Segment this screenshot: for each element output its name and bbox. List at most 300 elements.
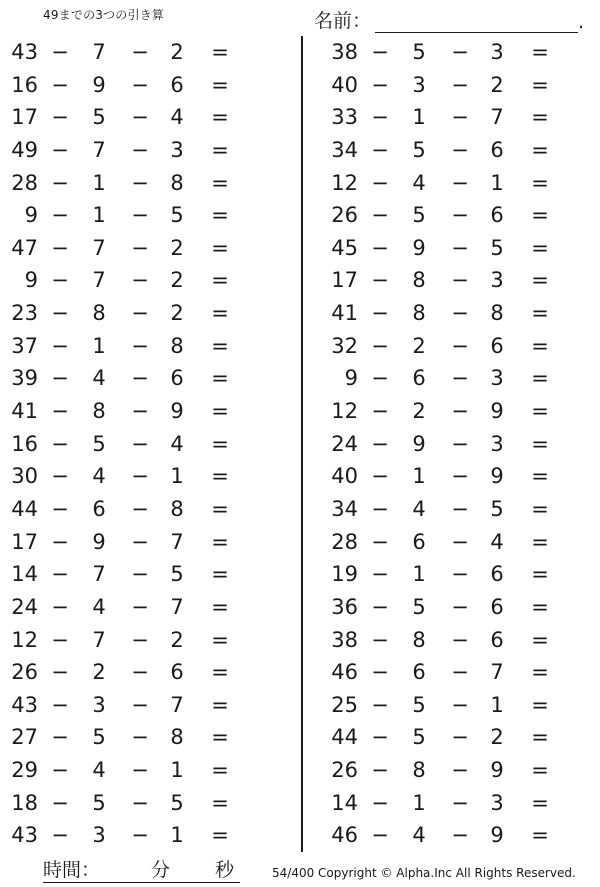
problem-row [320,69,580,102]
subtrahend-2: 9 [490,823,504,848]
subtrahend-2: 2 [490,725,504,750]
subtrahend-1: 8 [412,758,426,783]
subtrahend-2: 3 [490,790,504,815]
equals-sign: = [531,203,549,228]
subtrahend-1: 1 [92,170,106,195]
equals-sign: = [531,105,549,130]
subtrahend-1: 3 [412,72,426,97]
problem-row [320,656,580,689]
minuend: 17 [11,529,38,554]
problem-row [0,787,260,820]
minus-sign: − [51,72,69,97]
subtrahend-1: 5 [412,137,426,162]
problem-row [0,36,260,69]
problem-row [320,591,580,624]
problem-row [0,591,260,624]
time-label: 時間： [43,859,101,881]
subtrahend-1: 5 [92,105,106,130]
subtrahend-1: 8 [92,399,106,424]
name-field [314,6,584,33]
minuend: 38 [331,627,358,652]
problem-row [0,689,260,722]
minus-sign: − [451,758,469,783]
subtrahend-1: 1 [412,790,426,815]
minus-sign: − [51,660,69,685]
minus-sign: − [51,301,69,326]
equals-sign: = [211,529,229,554]
subtrahend-2: 6 [490,594,504,619]
problem-row [0,134,260,167]
minus-sign: − [131,105,149,130]
minus-sign: − [131,333,149,358]
minuend: 34 [331,137,358,162]
equals-sign: = [531,464,549,489]
subtrahend-2: 8 [170,496,184,521]
column-divider [301,36,303,852]
minus-sign: − [51,823,69,848]
equals-sign: = [211,823,229,848]
minus-sign: − [131,660,149,685]
minuend: 9 [24,203,38,228]
subtrahend-1: 4 [412,496,426,521]
subtrahend-1: 5 [92,725,106,750]
right-problem-column [320,36,580,852]
subtrahend-1: 5 [412,594,426,619]
minus-sign: − [371,464,389,489]
equals-sign: = [531,790,549,815]
subtrahend-1: 6 [412,366,426,391]
problem-row [320,493,580,526]
minuend: 24 [11,594,38,619]
subtrahend-2: 3 [490,40,504,64]
minus-sign: − [451,627,469,652]
minuend: 32 [331,333,358,358]
minus-sign: − [371,235,389,260]
worksheet-subtitle: 49までの3つの引き算 [43,8,165,22]
minus-sign: − [51,725,69,750]
minus-sign: − [131,496,149,521]
subtrahend-2: 7 [170,529,184,554]
minus-sign: − [51,627,69,652]
subtrahend-1: 5 [412,203,426,228]
subtrahend-1: 1 [412,464,426,489]
equals-sign: = [531,399,549,424]
minuend: 16 [11,431,38,456]
equals-sign: = [211,692,229,717]
equals-sign: = [211,203,229,228]
subtrahend-1: 9 [412,431,426,456]
subtrahend-2: 8 [170,333,184,358]
equals-sign: = [211,301,229,326]
minus-sign: − [451,562,469,587]
minus-sign: − [131,40,149,64]
subtrahend-2: 2 [170,627,184,652]
problem-row [0,69,260,102]
subtrahend-2: 5 [170,790,184,815]
equals-sign: = [531,692,549,717]
subtrahend-2: 9 [490,399,504,424]
minus-sign: − [131,137,149,162]
minus-sign: − [51,496,69,521]
minus-sign: − [451,105,469,130]
minus-sign: − [451,137,469,162]
equals-sign: = [531,562,549,587]
minuend: 33 [331,105,358,130]
equals-sign: = [531,170,549,195]
name-blank-line[interactable] [375,12,578,33]
subtrahend-1: 8 [412,627,426,652]
equals-sign: = [211,627,229,652]
equals-sign: = [531,268,549,293]
problem-row [320,264,580,297]
equals-sign: = [531,235,549,260]
minuend: 43 [11,692,38,717]
problem-row [0,460,260,493]
problem-row [320,624,580,657]
minus-sign: − [371,692,389,717]
minuend: 26 [331,758,358,783]
problem-row [0,199,260,232]
subtrahend-2: 1 [170,758,184,783]
minuend: 46 [331,660,358,685]
minuend: 9 [344,366,358,391]
minus-sign: − [451,725,469,750]
problem-row [320,689,580,722]
minus-sign: − [51,235,69,260]
equals-sign: = [211,399,229,424]
equals-sign: = [531,333,549,358]
problem-row [320,167,580,200]
subtrahend-1: 2 [412,399,426,424]
minuend: 12 [331,399,358,424]
minuend: 41 [11,399,38,424]
minus-sign: − [371,137,389,162]
subtrahend-2: 2 [170,268,184,293]
minus-sign: − [51,366,69,391]
minuend: 40 [331,72,358,97]
subtrahend-2: 3 [170,137,184,162]
minuend: 41 [331,301,358,326]
subtrahend-2: 4 [170,431,184,456]
minus-sign: − [51,758,69,783]
subtrahend-2: 6 [490,562,504,587]
minus-sign: − [131,594,149,619]
subtrahend-2: 3 [490,268,504,293]
subtrahend-1: 5 [412,725,426,750]
problem-row [320,199,580,232]
equals-sign: = [211,170,229,195]
equals-sign: = [531,40,549,64]
problem-row [0,264,260,297]
problem-row [320,721,580,754]
minus-sign: − [451,660,469,685]
subtrahend-1: 7 [92,40,106,64]
name-period: . [578,11,585,33]
minuend: 18 [11,790,38,815]
minus-sign: − [371,268,389,293]
minus-sign: − [131,72,149,97]
problem-row [320,362,580,395]
subtrahend-2: 5 [490,496,504,521]
problem-row [320,754,580,787]
minuend: 29 [11,758,38,783]
equals-sign: = [211,725,229,750]
subtrahend-1: 7 [92,268,106,293]
equals-sign: = [531,823,549,848]
equals-sign: = [211,758,229,783]
minuend: 44 [11,496,38,521]
problem-row [0,721,260,754]
minus-sign: − [51,40,69,64]
problem-row [320,101,580,134]
minus-sign: − [371,170,389,195]
minus-sign: − [451,399,469,424]
left-problem-column [0,36,260,852]
subtrahend-2: 8 [170,725,184,750]
minus-sign: − [131,235,149,260]
minus-sign: − [451,366,469,391]
minus-sign: − [51,562,69,587]
minus-sign: − [131,725,149,750]
minus-sign: − [371,790,389,815]
subtrahend-1: 9 [412,235,426,260]
subtrahend-2: 7 [170,594,184,619]
problem-row [320,134,580,167]
problem-row [320,36,580,69]
minus-sign: − [451,529,469,554]
minus-sign: − [131,823,149,848]
minuend: 38 [331,40,358,64]
subtrahend-2: 7 [490,105,504,130]
problem-row [320,428,580,461]
minuend: 12 [11,627,38,652]
minus-sign: − [371,72,389,97]
problem-row [0,362,260,395]
minuend: 39 [11,366,38,391]
equals-sign: = [211,594,229,619]
subtrahend-2: 6 [490,627,504,652]
minus-sign: − [131,758,149,783]
equals-sign: = [531,301,549,326]
subtrahend-1: 6 [412,529,426,554]
subtrahend-1: 8 [412,301,426,326]
problem-row [320,558,580,591]
minuend: 17 [331,268,358,293]
minus-sign: − [371,562,389,587]
minus-sign: − [451,431,469,456]
subtrahend-2: 3 [490,366,504,391]
minus-sign: − [371,529,389,554]
subtrahend-2: 6 [170,660,184,685]
subtrahend-1: 1 [412,105,426,130]
minus-sign: − [451,823,469,848]
subtrahend-1: 7 [92,137,106,162]
subtrahend-2: 1 [170,823,184,848]
subtrahend-1: 9 [92,72,106,97]
minuend: 25 [331,692,358,717]
minus-sign: − [371,725,389,750]
problem-row [320,395,580,428]
equals-sign: = [211,137,229,162]
minuend: 24 [331,431,358,456]
subtrahend-2: 5 [170,562,184,587]
equals-sign: = [211,235,229,260]
subtrahend-1: 8 [412,268,426,293]
subtrahend-2: 5 [490,235,504,260]
subtrahend-1: 6 [92,496,106,521]
problem-row [320,526,580,559]
minuend: 28 [11,170,38,195]
subtrahend-2: 3 [490,431,504,456]
minus-sign: − [51,333,69,358]
minus-sign: − [51,203,69,228]
minus-sign: − [51,170,69,195]
subtrahend-1: 5 [412,692,426,717]
subtrahend-1: 5 [92,790,106,815]
subtrahend-1: 7 [92,235,106,260]
subtrahend-2: 6 [490,137,504,162]
subtrahend-2: 2 [170,235,184,260]
equals-sign: = [531,725,549,750]
time-record-field[interactable] [43,858,240,883]
minus-sign: − [371,627,389,652]
equals-sign: = [211,40,229,64]
minus-sign: − [51,268,69,293]
problem-row [0,526,260,559]
problem-row [320,297,580,330]
problem-row [0,624,260,657]
subtrahend-2: 8 [490,301,504,326]
subtrahend-1: 9 [92,529,106,554]
minuend: 14 [11,562,38,587]
minuend: 23 [11,301,38,326]
minuend: 9 [24,268,38,293]
minuend: 19 [331,562,358,587]
minus-sign: − [371,203,389,228]
problem-row [0,101,260,134]
minuend: 17 [11,105,38,130]
subtrahend-2: 1 [490,170,504,195]
minus-sign: − [371,823,389,848]
subtrahend-1: 2 [412,333,426,358]
equals-sign: = [531,660,549,685]
minus-sign: − [131,431,149,456]
minus-sign: − [451,464,469,489]
subtrahend-2: 4 [490,529,504,554]
minus-sign: − [451,333,469,358]
minus-sign: − [51,105,69,130]
minuend: 46 [331,823,358,848]
minus-sign: − [371,301,389,326]
minus-sign: − [451,203,469,228]
minus-sign: − [51,399,69,424]
subtrahend-2: 1 [490,692,504,717]
equals-sign: = [211,464,229,489]
equals-sign: = [531,366,549,391]
minus-sign: − [371,105,389,130]
problem-row [0,428,260,461]
subtrahend-1: 8 [92,301,106,326]
minuend: 30 [11,464,38,489]
minus-sign: − [51,692,69,717]
problem-row [0,656,260,689]
minutes-label: 分 [151,859,171,881]
subtrahend-2: 7 [490,660,504,685]
minus-sign: − [131,399,149,424]
page-number-and-copyright: 54/400 Copyright © Alpha.Inc All Rights Reserved. [272,866,576,880]
subtrahend-1: 3 [92,823,106,848]
subtrahend-1: 1 [412,562,426,587]
minus-sign: − [451,268,469,293]
subtrahend-2: 2 [170,40,184,64]
problem-row [0,395,260,428]
subtrahend-1: 2 [92,660,106,685]
minus-sign: − [451,790,469,815]
minuend: 37 [11,333,38,358]
minus-sign: − [51,431,69,456]
minus-sign: − [131,529,149,554]
minus-sign: − [451,40,469,64]
minuend: 40 [331,464,358,489]
equals-sign: = [211,660,229,685]
problem-row [0,819,260,852]
subtrahend-1: 3 [92,692,106,717]
subtrahend-2: 5 [170,203,184,228]
equals-sign: = [211,366,229,391]
minus-sign: − [131,366,149,391]
equals-sign: = [211,431,229,456]
minus-sign: − [371,496,389,521]
minus-sign: − [451,692,469,717]
subtrahend-2: 9 [490,758,504,783]
subtrahend-2: 6 [170,366,184,391]
equals-sign: = [531,594,549,619]
equals-sign: = [531,758,549,783]
minuend: 45 [331,235,358,260]
minuend: 43 [11,823,38,848]
name-label: 名前： [314,10,372,32]
subtrahend-2: 9 [170,399,184,424]
subtrahend-1: 4 [92,758,106,783]
subtrahend-2: 6 [490,203,504,228]
problem-row [0,232,260,265]
subtrahend-2: 6 [490,333,504,358]
subtrahend-1: 6 [412,660,426,685]
equals-sign: = [211,268,229,293]
minus-sign: − [51,594,69,619]
minus-sign: − [451,496,469,521]
minuend: 16 [11,72,38,97]
minuend: 14 [331,790,358,815]
equals-sign: = [531,627,549,652]
minuend: 36 [331,594,358,619]
problem-row [0,297,260,330]
subtrahend-1: 7 [92,627,106,652]
subtrahend-2: 4 [170,105,184,130]
problem-row [0,167,260,200]
minus-sign: − [371,758,389,783]
problem-row [320,232,580,265]
minuend: 27 [11,725,38,750]
subtrahend-1: 4 [412,170,426,195]
subtrahend-2: 8 [170,170,184,195]
subtrahend-1: 4 [92,594,106,619]
minus-sign: − [131,301,149,326]
equals-sign: = [531,496,549,521]
equals-sign: = [211,496,229,521]
subtrahend-1: 4 [412,823,426,848]
equals-sign: = [211,333,229,358]
